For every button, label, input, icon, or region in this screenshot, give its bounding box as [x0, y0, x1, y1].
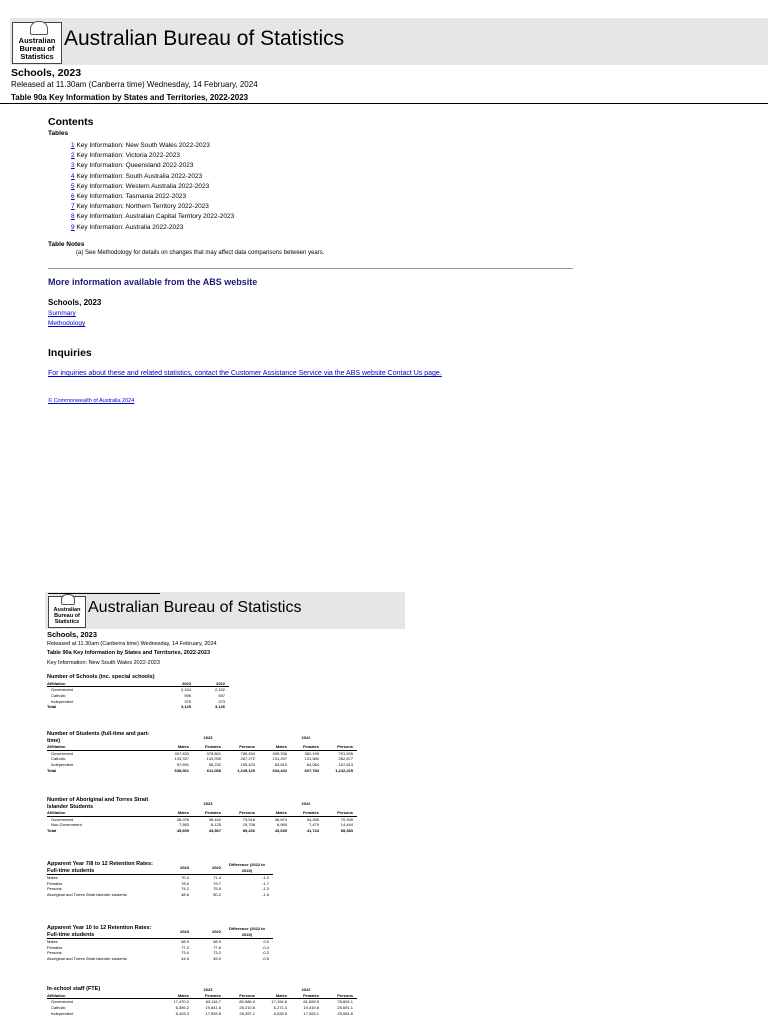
abs-logo: Australian Bureau of Statistics: [12, 22, 62, 64]
table-row: Females 77.2 77.6 -0.4: [47, 944, 269, 950]
toc-link[interactable]: 3: [71, 162, 75, 170]
table-row: Government 38,076 35,442 73,518 36,674 34,265 70,939: [51, 816, 353, 822]
toc-item: 3 Key Information: Queensland 2022-2023: [71, 162, 194, 170]
table-row: Persons 73.0 73.2 -0.2: [47, 950, 269, 956]
inquiries-heading: Inquiries: [48, 347, 92, 359]
toc-link[interactable]: 1: [71, 142, 75, 149]
page2-release-info: Released at 11.30am (Canberra time) Wednesday, 14 February, 2024: [47, 641, 217, 647]
page-subtitle: Schools, 2023: [11, 67, 82, 79]
block-title: In-school staff (FTE): [47, 986, 101, 992]
table-of-contents: [71, 141, 234, 233]
retention-712-table: Apparent Year 7/8 to 12 Retention Rates: Full-time students 2023 2022 Difference (2022 to 2023) Males 70.4 71.4 -1.0 Females 78.0 79.7 -1.7 Persons 74.2 75.5 -1.3 Aboriginal and Torres Strait Islander students 48.6 50.2 -1.6: [47, 861, 273, 898]
block-title: Number of Aboriginal and Torres Strait Islander Students: [47, 797, 149, 810]
table-row: Catholic 133,337 133,935 267,272 131,297 131,580 262,877: [51, 756, 353, 762]
contents-heading: Contents: [48, 116, 94, 128]
students-table: Number of Students (full-time and part-time) 2023 2022 Affiliation Males Females Persons Males Females Persons Government 407,633 378,801 786,434 409,336 382,199 791,535 Catholic 133,337 133,935 267,272 131,297 131,580 262,877 Independent 97,691 98,232 195,423 83,819 84,084 167,813 Total 638,061 611,068 1,249,129 634,442 607,783 1,242,225: [47, 731, 357, 774]
toc-link[interactable]: 8: [71, 213, 75, 221]
coat-of-arms-icon: [61, 594, 75, 605]
release-info: Released at 11.30am (Canberra time) Wednesday, 14 February, 2024: [11, 80, 258, 89]
table-row: Females 78.0 79.7 -1.7: [47, 880, 269, 886]
table-row: Government 2,154 2,152: [51, 687, 225, 693]
page2-subtitle: Schools, 2023: [47, 630, 98, 639]
table-row: Independent 97,691 98,232 195,423 83,819 84,084 167,813: [51, 762, 353, 768]
table-row: Aboriginal and Torres Strait Islander students 48.6 50.2 -1.6: [47, 892, 269, 898]
toc-item: 7 Key Information: Northern Territory 2022-2023: [71, 203, 209, 211]
table-row: Males 70.4 71.4 -1.0: [47, 875, 269, 880]
schools-heading: Schools, 2023: [48, 298, 102, 307]
table-row: Independent 8,403.3 17,993.8 26,397.1 8,028.5 17,053.1 25,081.6: [51, 1010, 353, 1016]
divider: [0, 103, 768, 104]
retention-1012-table: Apparent Year 10 to 12 Retention Rates: Full-time students 2023 2022 Difference (2022 to 2023) Males 68.9 68.9 0.0 Females 77.2 77.6 -0.4 Persons 73.0 73.2 -0.2 Aboriginal and Torres Strait Islander students 44.5 45.0 -0.5: [47, 925, 273, 962]
summary-link[interactable]: Summary: [48, 310, 76, 317]
table-row: Total 638,061 611,068 1,249,129 634,442 607,783 1,242,225: [47, 767, 353, 773]
tables-label: Tables: [48, 130, 69, 137]
page2-key-info: Key Information: New South Wales 2022-2023: [47, 660, 160, 666]
schools-table-block: [47, 674, 229, 710]
toc-item: 9 Key Information: Australia 2022-2023: [71, 223, 184, 231]
toc-link[interactable]: 2: [71, 152, 75, 160]
table-title: Table 90a Key Information by States and Territories, 2022-2023: [11, 93, 249, 102]
toc-item: 1 Key Information: New South Wales 2022-2023: [71, 142, 210, 149]
table-row: Total 3,125 3,126: [47, 704, 225, 710]
retention-712-block: [47, 861, 273, 898]
toc-link[interactable]: 4: [71, 172, 75, 180]
page2-table-title: Table 90a Key Information by States and Territories, 2022-2023: [47, 650, 211, 656]
toc-link[interactable]: 9: [71, 223, 75, 231]
contact-us-link[interactable]: For inquiries about these and related statistics, contact the Customer Assistance Service via the ABS website Contact Us page.: [48, 370, 442, 377]
table-row: Catholic 6,369.2 19,841.6 26,210.8 6,271.3 19,419.8 25,691.1: [51, 1005, 353, 1011]
copyright-link[interactable]: © Commonwealth of Australia 2024: [48, 398, 135, 404]
toc-item: 5 Key Information: Western Australia 2022-2023: [71, 182, 210, 190]
block-title: Number of Students (full-time and part-time): [47, 731, 150, 744]
toc-item: 4 Key Information: South Australia 2022-2023: [71, 172, 203, 180]
table-notes-label: Table Notes: [48, 241, 85, 248]
staff-table: In-school staff (FTE) 2023 2022 Affiliation Males Females Persons Males Females Persons Government 17,470.2 63,116.7 80,586.9 17,194.6 61,699.5 78,894.1 Catholic 6,369.2 19,841.6 26,210.8 6,271.3 19,419.8 25,691.1 Independent 8,403.3 17,993.8 26,397.1 8,028.5 17,053.1 25,081.6: [47, 987, 357, 1017]
table-row: Aboriginal and Torres Strait Islander students 44.5 45.0 -0.5: [47, 956, 269, 962]
page2-org-name: Australian Bureau of Statistics: [88, 599, 302, 616]
org-name: Australian Bureau of Statistics: [64, 27, 345, 50]
toc-item: 6 Key Information: Tasmania 2022-2023: [71, 193, 187, 201]
staff-table-block: [47, 987, 357, 1017]
table-row: Independent 375 373: [51, 698, 225, 704]
block-title: Apparent Year 10 to 12 Retention Rates: Full-time students: [47, 925, 161, 939]
aboriginal-table-block: [47, 797, 357, 834]
toc-link[interactable]: 7: [71, 203, 75, 211]
table-row: Catholic 596 597: [51, 692, 225, 698]
toc-item: 8 Key Information: Australian Capital Territory 2022-2023: [71, 213, 235, 221]
schools-table: Affiliation 2023 2022 Government 2,154 2,152 Catholic 596 597 Independent 375 373 Total 3,125 3,126: [47, 681, 229, 711]
toc-link[interactable]: 6: [71, 193, 75, 201]
table-note: (a) See Methodology for details on changes that may affect data comparisons between years.: [76, 250, 325, 256]
aboriginal-table: Number of Aboriginal and Torres Strait Islander Students 2023 2022 Affiliation Males Females Persons Males Females Persons Government 38,076 35,442 73,518 36,674 34,265 70,939 Non-Government 7,583 8,125 15,708 6,965 7,479 14,444 Total 45,659 43,567 89,226 43,639 41,744 85,383: [47, 797, 357, 834]
students-table-block: [47, 731, 357, 774]
toc-item: 2 Key Information: Victoria 2022-2023: [71, 152, 181, 160]
retention-1012-block: [47, 925, 273, 962]
block-title: Apparent Year 7/8 to 12 Retention Rates: Full-time students: [47, 861, 161, 875]
toc-link[interactable]: 5: [71, 182, 75, 190]
table-row: Government 17,470.2 63,116.7 80,586.9 17,194.6 61,699.5 78,894.1: [51, 999, 353, 1005]
divider: [48, 268, 573, 269]
table-row: Persons 74.2 75.5 -1.3: [47, 886, 269, 892]
coat-of-arms-icon: [30, 21, 48, 35]
abs-logo: Australian Bureau of Statistics: [48, 596, 86, 628]
table-row: Total 45,659 43,567 89,226 43,639 41,744 85,383: [47, 828, 353, 834]
table-row: Males 68.9 68.9 0.0: [47, 939, 269, 944]
block-title: Number of Schools (inc. special schools): [47, 674, 155, 680]
more-info-heading: More information available from the ABS website: [48, 277, 258, 287]
methodology-link[interactable]: Methodology: [48, 320, 86, 327]
table-row: Government 407,633 378,801 786,434 409,336 382,199 791,535: [51, 750, 353, 756]
table-row: Non-Government 7,583 8,125 15,708 6,965 7,479 14,444: [51, 822, 353, 828]
